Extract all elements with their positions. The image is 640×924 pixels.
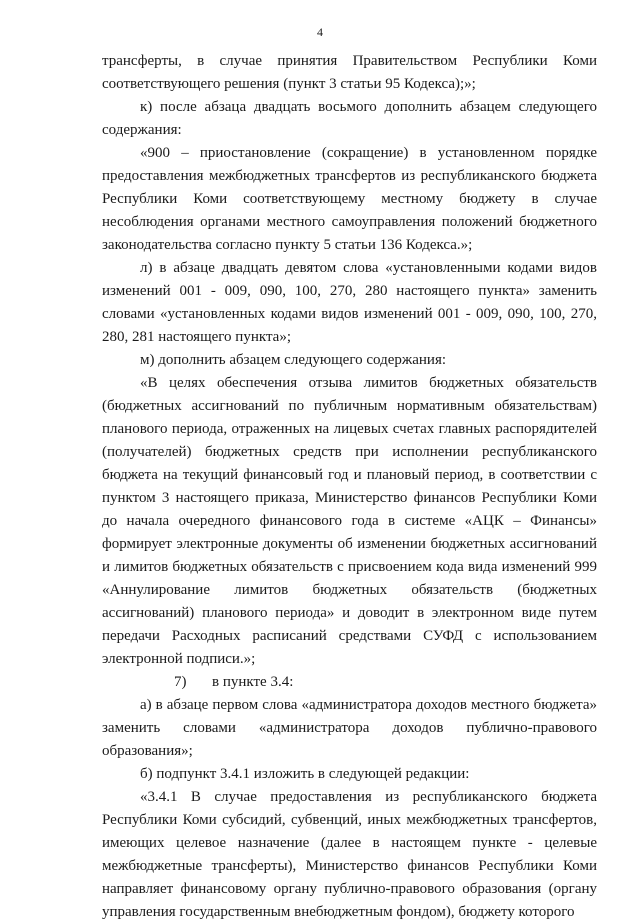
paragraph-quote: «В целях обеспечения отзыва лимитов бюджетных обязательств (бюджетных ассигнований по публичным нормативным обязательствам) планового периода, отраженных на лицевых счетах главных распорядителей (получателей) бюджетных средств при исполнении республиканского бюджета на текущий финансовый год и плановый период, в соответствии с пунктом 3 настоящего приказа, Министерство финансов Республики Коми до начала очередного финансового года в системе «АЦК – Финансы» формирует электронные документы об изменении бюджетных ассигнований и лимитов бюджетных обязательств с присвоением кода вида изменений 999 «Аннулирование лимитов бюджетных обязательств (бюджетных ассигнований) планового периода» и доводит в электронном виде путем передачи Расходных расписаний средствами СУФД с использованием электронной подписи.»; — [102, 375, 597, 667]
paragraph-3-4-1: «3.4.1 В случае предоставления из республиканского бюджета Республики Коми субсидий, субвенций, иных межбюджетных трансфертов, имеющих целевое назначение (далее в настоящем пункте - целевые межбюджетные трансферты), Министерство финансов Республики Коми направляет финансовому органу публично-правового образования (органу управления государственным внебюджетным фондом), бюджету которого — [102, 789, 597, 920]
item-7-number: 7) — [174, 674, 187, 690]
paragraph-a: а) в абзаце первом слова «администратора доходов местного бюджета» заменить словами «администратора доходов публично-правового образования»; — [102, 697, 597, 759]
paragraph-b: б) подпункт 3.4.1 изложить в следующей редакции: — [140, 766, 470, 782]
paragraph-l: л) в абзаце двадцать девятом слова «установленными кодами видов изменений 001 - 009, 090, 100, 270, 280 настоящего пункта» заменить словами «установленных кодами видов изменений 001 - 009, 090, 100, 270, 280, 281 настоящего пункта»; — [102, 260, 597, 345]
document-body — [102, 50, 597, 924]
page-number: 4 — [317, 25, 323, 39]
paragraph-900: «900 – приостановление (сокращение) в установленном порядке предоставления межбюджетных трансфертов из республиканского бюджета Республики Коми соответствующему местному бюджету в случае несоблюдения органами местного самоуправления положений бюджетного законодательства согласно пункту 5 статьи 136 Кодекса.»; — [102, 145, 597, 253]
paragraph-m: м) дополнить абзацем следующего содержания: — [140, 352, 447, 368]
paragraph-k: к) после абзаца двадцать восьмого дополнить абзацем следующего содержания: — [102, 99, 597, 138]
paragraph-1: трансферты, в случае принятия Правительством Республики Коми соответствующего решения (пункт 3 статьи 95 Кодекса);»; — [102, 53, 597, 92]
item-7 — [102, 671, 597, 694]
item-7-text: в пункте 3.4: — [212, 674, 294, 690]
